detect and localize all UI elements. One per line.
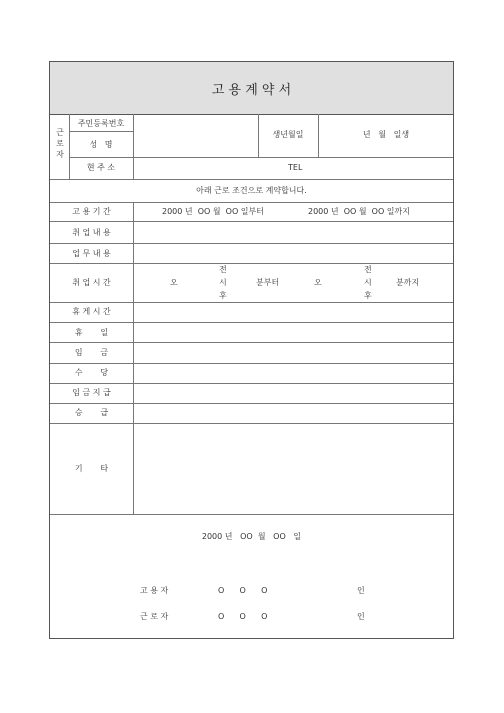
vline-birth-right: [318, 114, 319, 157]
address-label: 현 주 소: [86, 163, 116, 172]
worker-label: 근 로 자: [140, 612, 169, 621]
line-raise-bottom: [50, 423, 453, 424]
vline-worker-side: [69, 114, 70, 179]
hours-o1: 오: [170, 278, 178, 287]
intro-text: 아래 근로 조건으로 계약합니다.: [196, 186, 307, 195]
line-hours-bottom: [50, 302, 453, 303]
raise-label: 승 급: [74, 408, 109, 417]
line-intro-bottom: [50, 202, 453, 203]
period-from: 2000 년 OO 월 OO 일부터: [162, 207, 264, 216]
allowance-label: 수 당: [74, 368, 109, 377]
line-job-bottom: [50, 243, 453, 244]
holiday-label: 휴 일: [74, 328, 109, 337]
payment-label: 임 금 지 급: [72, 388, 111, 397]
line-holiday-bottom: [50, 342, 453, 343]
hours-si2: 시: [364, 278, 372, 287]
line-name-bottom: [69, 157, 453, 158]
vline-etc-label: [133, 423, 134, 514]
etc-label: 기 타: [74, 464, 109, 473]
line-period-bottom: [50, 221, 453, 222]
work-hours-label: 취 업 시 간: [72, 278, 111, 287]
line-etc-bottom: [50, 514, 453, 515]
hours-pm2: 후: [364, 291, 372, 300]
document-title: 고 용 계 약 서: [211, 82, 292, 98]
period-to: 2000 년 OO 월 OO 일까지: [308, 207, 410, 216]
worker-side-label: 근 로 자: [56, 128, 64, 159]
vline-worker-label: [133, 114, 134, 179]
period-label: 고 용 기 간: [72, 207, 111, 216]
hours-o2: 오: [314, 278, 322, 287]
title-bar: [50, 62, 453, 115]
break-time-label: 휴 게 시 간: [72, 307, 111, 316]
vline-rows-label: [133, 202, 134, 423]
hours-from-min: 분부터: [256, 278, 280, 287]
line-break-bottom: [50, 322, 453, 323]
employer-seal: 인: [357, 586, 365, 595]
hours-to-min: 분까지: [396, 278, 420, 287]
hours-pm1: 후: [219, 291, 227, 300]
line-wage-bottom: [50, 363, 453, 364]
hours-am1: 전: [219, 265, 227, 274]
employer-name: O O O: [218, 586, 268, 595]
line-payment-bottom: [50, 403, 453, 404]
hours-am2: 전: [364, 265, 372, 274]
work-content-label: 업 무 내 용: [72, 249, 111, 258]
hours-si1: 시: [219, 278, 227, 287]
line-work-bottom: [50, 263, 453, 264]
name-label: 성 명: [89, 140, 113, 149]
birth-value: 년 월 일생: [362, 130, 410, 139]
employer-label: 고 용 자: [140, 586, 169, 595]
wage-label: 임 금: [74, 348, 109, 357]
line-allowance-bottom: [50, 383, 453, 384]
tel-label: TEL: [288, 163, 303, 172]
birth-label: 생년월일: [272, 130, 304, 139]
line-rrn-bottom: [69, 131, 133, 132]
job-content-label: 취 업 내 용: [72, 228, 111, 237]
contract-date: 2000 년 OO 월 OO 일: [201, 532, 302, 541]
employment-contract-form: [49, 61, 454, 639]
worker-seal: 인: [357, 612, 365, 621]
vline-birth-left: [258, 114, 259, 157]
line-worker-bottom: [50, 179, 453, 180]
rrn-label: 주민등록번호: [77, 119, 125, 128]
worker-name: O O O: [218, 612, 268, 621]
